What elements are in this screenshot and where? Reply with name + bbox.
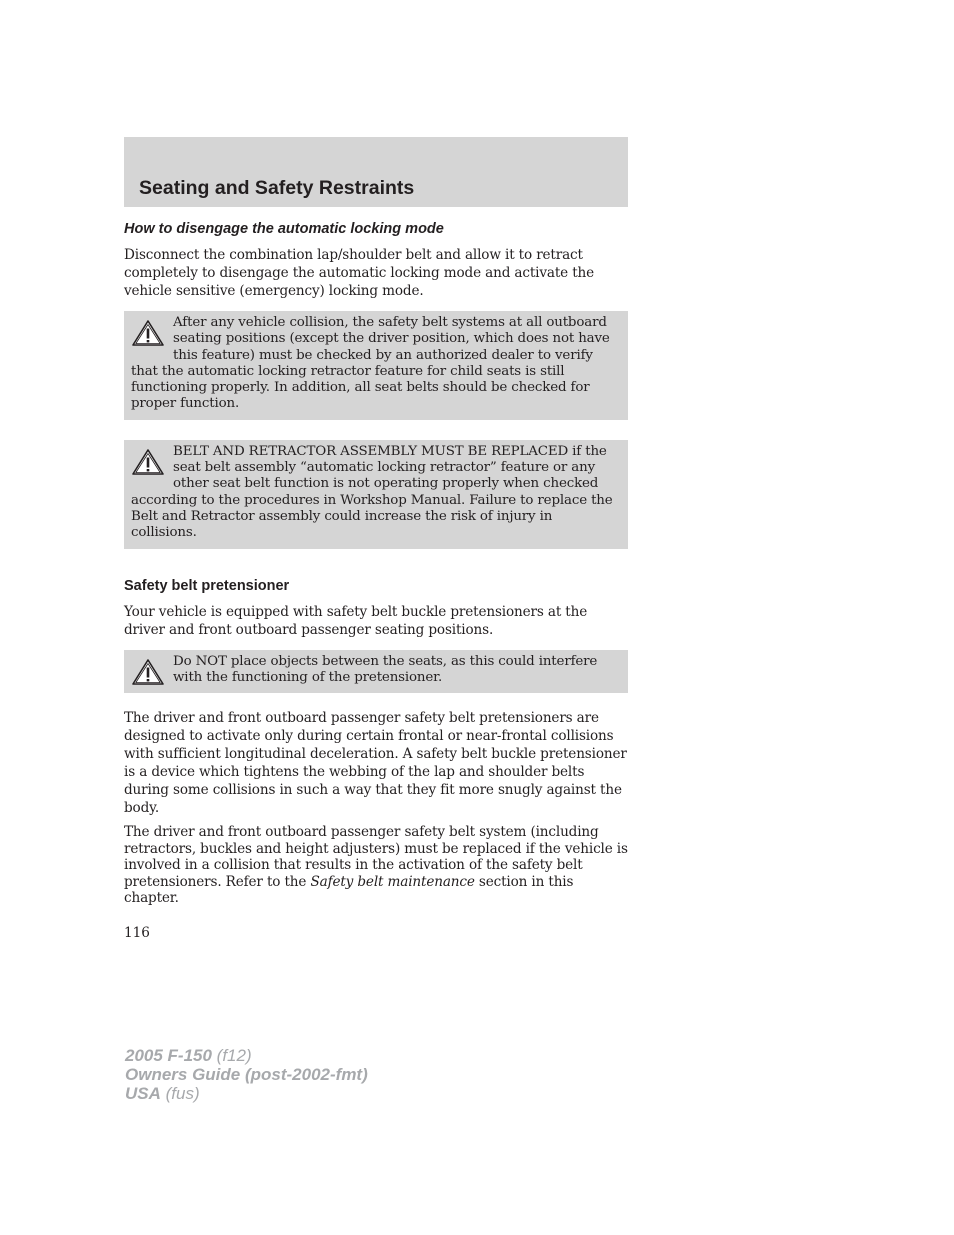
footer-line-model [125,1046,368,1065]
heading-pretensioner: Safety belt pretensioner [124,577,290,594]
paragraph-pretensioner-intro: Your vehicle is equipped with safety belt buckle pretensioners at the driver and front outboard passenger seating positions. [124,603,588,638]
warning-triangle-icon [131,319,165,347]
safety-belt-maintenance-reference: Safety belt maintenance [310,873,475,890]
paragraph-replacement-tail: section in this chapter. [124,873,574,907]
document-footer [125,1046,368,1103]
footer-guide: Owners Guide (post-2002-fmt) [125,1065,368,1084]
footer-model-code: (f12) [211,1046,252,1065]
warning-triangle-icon [131,448,165,476]
paragraph-pretensioner-replacement [124,824,628,907]
warning-text-collision-check: After any vehicle collision, the safety belt systems at all outboard seating positions (except the driver position, which does not have this feature) must be checked by an authorized dealer to verify that the automatic locking retractor feature for child seats is still functioning properly. In addition, all seat belts should be checked for proper function. [131,315,610,412]
footer-market: USA [125,1084,161,1103]
paragraph-disengage: Disconnect the combination lap/shoulder belt and allow it to retract completely to disengage the automatic locking mode and activate the vehicle sensitive (emergency) locking mode. [124,247,595,299]
warning-text-objects-between-seats: Do NOT place objects between the seats, as this could interfere with the functioning of the pretensioner. [173,653,598,685]
footer-market-code: (fus) [160,1084,200,1103]
section-title: Seating and Safety Restraints [139,177,415,199]
paragraph-pretensioner-activation: The driver and front outboard passenger safety belt pretensioners are designed to activate only during certain frontal or near-frontal collisions with sufficient longitudinal deceleration. A safety belt buckle pretensioner is a device which tightens the webbing of the lap and shoulder belts during some collisions in such a way that they fit more snugly against the body. [124,710,627,817]
warning-text-belt-replacement: BELT AND RETRACTOR ASSEMBLY MUST BE REPLACED if the seat belt assembly “automatic locking retractor” feature or any other seat belt function is not operating properly when checked according to the procedures in Workshop Manual. Failure to replace the Belt and Retractor assembly could increase the risk of injury in collisions. [131,443,613,541]
footer-model: 2005 F-150 [125,1046,212,1065]
warning-box-collision-check [124,311,628,420]
warning-box-belt-replacement [124,440,628,549]
footer-line-guide [125,1065,368,1084]
warning-triangle-icon [131,658,165,686]
heading-disengage-locking-mode: How to disengage the automatic locking mode [124,221,444,237]
footer-line-market [125,1084,368,1103]
page-content [124,220,628,907]
section-header-band [124,137,628,207]
paragraph-replacement-text: The driver and front outboard passenger safety belt system (including retractors, buckles and height adjusters) must be replaced if the vehicle is involved in a collision that results in the activation of the safety belt pretensioners. Refer to the [124,824,628,890]
warning-box-objects-between-seats [124,650,628,694]
page-number: 116 [124,925,150,941]
